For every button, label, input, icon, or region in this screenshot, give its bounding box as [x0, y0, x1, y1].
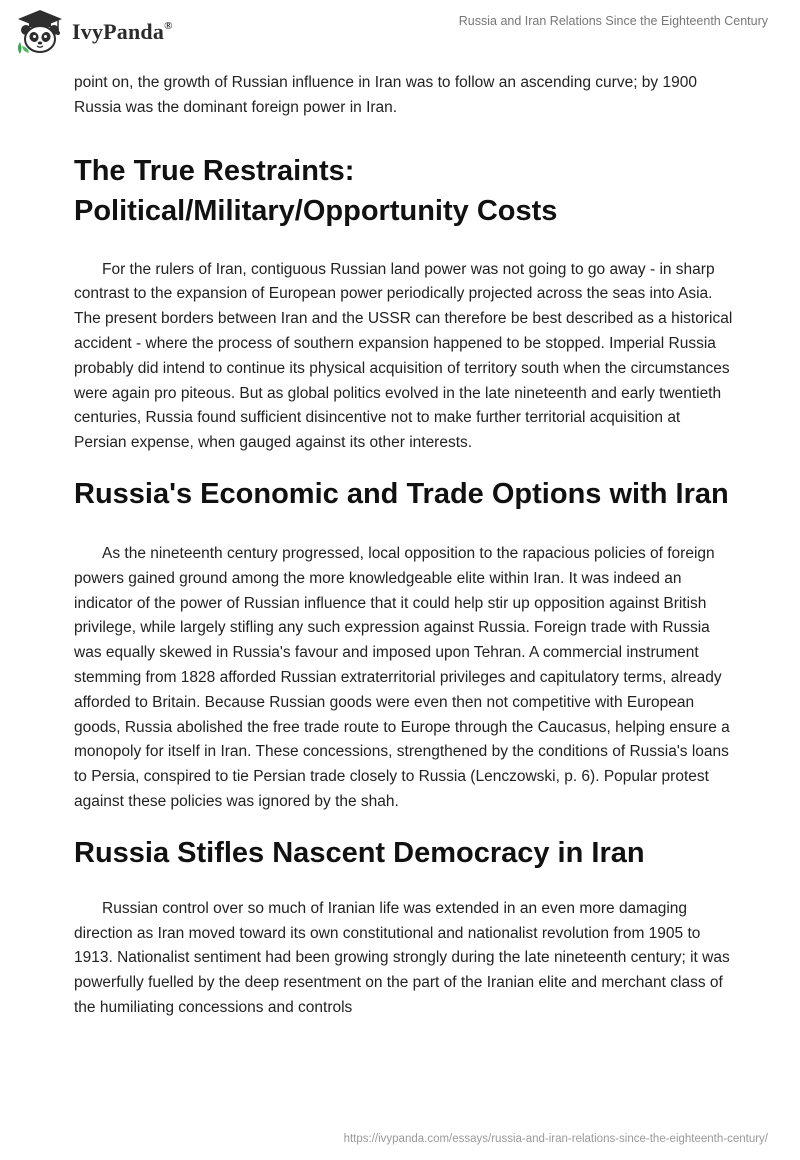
source-url[interactable]: https://ivypanda.com/essays/russia-and-iran-relations-since-the-eighteenth-century/ [343, 1133, 768, 1145]
section-heading: Russia Stifles Nascent Democracy in Iran [74, 836, 645, 869]
page-header [0, 0, 800, 66]
paragraph: point on, the growth of Russian influence in Iran was to follow an ascending curve; by 1900 Russia was the dominant foreign power in Iran. [74, 74, 697, 116]
section-heading-line: Political/Military/Opportunity Costs [74, 194, 558, 227]
logo-wordmark: IvyPanda® [72, 19, 173, 44]
paragraph: As the nineteenth century progressed, local opposition to the rapacious policies of foreign powers gained ground among the more knowledgeable elite within Iran. It was indeed an indicator of the power of Russian influence that it could help stir up opposition against British privilege, while largely stifling any such expression against Russia. Foreign trade with Russia was equally skewed in Russia's favour and imposed upon Tehran. A commercial instrument stemming from 1828 afforded Russian extraterritorial privileges and capitulatory terms, already afforded to Britain. Because Russian goods were even then not competitive with European goods, Russia abolished the free trade route to Europe through the Caucasus, helping ensure a monopoly for itself in Iran. These concessions, strengthened by the conditions of Russia's loans to Persia, conspired to tie Persian trade closely to Russia (Lenczowski, p. 6). Popular protest against these policies was ignored by the shah. [74, 544, 730, 810]
section-heading: Russia's Economic and Trade Options with Iran [74, 477, 729, 510]
ivypanda-logo[interactable] [14, 8, 173, 56]
paragraph: Russian control over so much of Iranian life was extended in an even more damaging direction as Iran moved toward its own constitutional and nationalist revolution from 1905 to 1913. Nationalist sentiment had been growing strongly during the late nineteenth century; it was powerfully fuelled by the deep resentment on the part of the Iranian elite and merchant class of the humiliating concessions and controls [74, 899, 730, 1016]
section-heading [74, 151, 734, 231]
document-title: Russia and Iran Relations Since the Eighteenth Century [458, 14, 768, 28]
section-heading-line: The True Restraints: [74, 154, 355, 187]
paragraph: For the rulers of Iran, contiguous Russian land power was not going to go away - in sharp contrast to the expansion of European power periodically projected across the seas into Asia. The present borders between Iran and the USSR can therefore be best described as a historical accident - where the process of southern expansion happened to be stopped. Imperial Russia probably did intend to continue its physical acquisition of territory south when the circumstances were again pro piteous. But as global politics evolved in the late nineteenth and early twentieth centuries, Russia found sufficient disincentive not to make further territorial acquisition at Persian expense, when gauged against its other interests. [74, 260, 733, 452]
panda-graduate-icon [14, 8, 66, 56]
essay-content [74, 71, 734, 1021]
